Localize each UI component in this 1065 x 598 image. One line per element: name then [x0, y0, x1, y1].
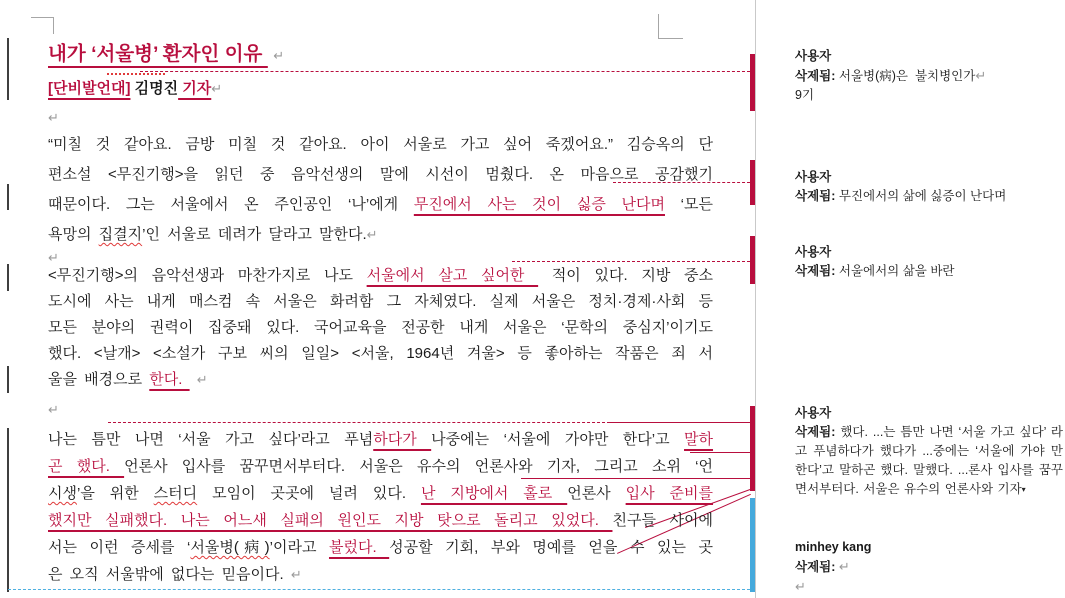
text-line[interactable] [48, 38, 713, 70]
text-run: 은 오직 서울밖에 없다는 믿음이다. [48, 566, 291, 583]
comment-text-line [795, 86, 1063, 105]
pilcrow-mark: ↵ [366, 227, 378, 242]
text-line[interactable] [48, 106, 713, 130]
text-run: 언론사 입사를 꿈꾸면서부터다. 서울은 유수의 언론사와 기자, 그리고 소위 ‘언 [124, 458, 713, 475]
comment-author: 사용자 [795, 406, 832, 420]
text-run: 모든 분야의 권력이 집중돼 있다. 국어교육을 전공한 내게 서울은 ‘문학의 중심지’이기도 [48, 319, 713, 336]
text-line[interactable] [48, 534, 713, 561]
text-line[interactable] [48, 190, 713, 220]
text-run: 김명진 [134, 80, 179, 97]
comment-text-line [795, 423, 1063, 499]
text-run: 내가 ‘서울병’ 환자인 이유 [48, 43, 268, 65]
deletion-anchor-dots [107, 73, 165, 75]
comment-text-line [795, 66, 1063, 86]
text-run: 편소설 <무진기행>을 읽던 중 음악선생의 말에 시선이 멈췄다. 온 마음으로 공감했기 [48, 166, 713, 183]
text-line[interactable] [48, 130, 713, 160]
text-boundary-mark-top-left [31, 17, 54, 34]
text-run: 때문이다. 그는 서울에서 온 주인공인 ‘나’에게 [48, 196, 414, 213]
pilcrow-mark: ↵ [975, 68, 987, 83]
change-bar [7, 366, 9, 393]
text-run: 도시에 사는 내게 매스컴 속 서울은 화려함 그 자체였다. 실제 서울은 정치·경제·사회 등 [48, 293, 713, 310]
paragraph[interactable] [48, 263, 713, 393]
text-run: ’인 서울로 데려가 달라고 말한다. [142, 226, 367, 243]
text-run: 서는 이런 증세를 ‘ [48, 539, 191, 556]
text-run: ‘모든 [664, 196, 713, 213]
comment-author: minhey kang [795, 540, 872, 554]
inserted-text-run: 입사 준비를 [625, 485, 714, 502]
text-run: 모임이 곳곳에 널려 있다. [197, 485, 421, 502]
comment-text-line [795, 262, 1063, 281]
text-run: 집결지 [98, 226, 143, 243]
pilcrow-mark: ↵ [48, 250, 59, 265]
comment-anchor-bar [750, 160, 755, 205]
text-run: 했다. ...는 틈만 나면 ‘서울 가고 싶다’ 라고 푸념하다가 했다가 ...중에는 ‘서울에 가야 만 한다’고 말하곤 했다. 말했다. ...론사 입사를 꿈꾸면서부터다. 서울은 유수의 언론사와 기자 [795, 425, 1063, 496]
change-bar [7, 184, 9, 210]
comment-balloon[interactable] [795, 404, 1063, 499]
paragraph[interactable] [48, 130, 713, 250]
comment-author: 사용자 [795, 170, 832, 184]
comment-author: 사용자 [795, 49, 832, 63]
text-run: 나는 틈만 나면 ‘서울 가고 싶다’라고 푸념 [48, 431, 374, 448]
pilcrow-mark: ↵ [795, 579, 806, 594]
inserted-text-run: 하다가 [373, 431, 432, 448]
text-run: 적이 있다. 지방 중소 [538, 267, 713, 284]
text-run: 시생 [48, 485, 77, 502]
deleted-paragraph-dashed-line [8, 589, 750, 590]
text-run: 친구들 사이에 [612, 512, 714, 529]
text-line[interactable] [48, 367, 713, 393]
text-run: ▾ [1021, 485, 1026, 494]
comment-balloon[interactable] [795, 168, 1063, 206]
text-run: 삭제됨: [795, 69, 839, 83]
comment-text-line [795, 577, 1063, 597]
change-bar [7, 264, 9, 291]
comment-text-line [795, 557, 1063, 577]
text-run: 삭제됨: [795, 560, 839, 574]
comment-anchor-bar [750, 406, 755, 491]
text-line[interactable] [48, 426, 713, 453]
pilcrow-mark: ↵ [838, 559, 850, 574]
text-run: 스터디 [153, 485, 198, 502]
byline[interactable] [48, 77, 713, 101]
text-boundary-mark-top-right [658, 14, 683, 39]
connector-line [610, 422, 750, 423]
text-line[interactable] [48, 263, 713, 289]
pilcrow-mark: ↵ [273, 48, 285, 63]
text-run: 서울병(病)은 불치병인가 [838, 69, 976, 83]
pilcrow-mark: ↵ [290, 567, 302, 582]
inserted-text-run: 했지만 실패했다. 나는 어느새 실패의 원인도 지방 탓으로 돌리고 있었다. [48, 512, 613, 529]
markup-area-separator-line [755, 0, 756, 598]
inserted-text-run: 곤 했다. [48, 458, 125, 475]
inserted-text-run: 말하 [684, 431, 714, 448]
article-title[interactable] [48, 38, 713, 70]
pilcrow-mark: ↵ [48, 110, 59, 125]
text-line[interactable] [48, 561, 713, 588]
text-run: <무진기행>의 음악선생과 마찬가지로 나도 [48, 267, 367, 284]
text-line[interactable] [48, 453, 713, 480]
comment-anchor-bar-blue [750, 498, 755, 592]
text-line[interactable] [48, 480, 713, 507]
text-run: 삭제됨: [795, 264, 839, 278]
comment-balloon[interactable] [795, 243, 1063, 281]
change-bar [7, 428, 9, 592]
text-run [190, 371, 197, 388]
text-run: 서울에서의 삶을 바란 [838, 264, 955, 278]
inserted-text-run: 한다. [149, 371, 190, 388]
text-line[interactable] [48, 341, 713, 367]
text-run: 서울병(病) [190, 539, 270, 556]
comment-author: 사용자 [795, 245, 832, 259]
inserted-text-run: 무진에서 사는 것이 싫증 난다며 [413, 196, 665, 213]
text-line[interactable] [48, 315, 713, 341]
text-line[interactable] [48, 77, 713, 101]
text-line[interactable] [48, 160, 713, 190]
text-run: 했다. <날개> <소설가 구보 씨의 일일> <서울, 1964년 겨울> 등 좋아하는 작품은 죄 서 [48, 345, 713, 362]
text-run: 언론사 [567, 485, 626, 502]
paragraph[interactable] [48, 398, 713, 422]
inserted-text-run: [단비발언대] [48, 80, 131, 97]
text-run: 욕망의 [48, 226, 99, 243]
comment-balloon[interactable] [795, 538, 1063, 597]
pilcrow-mark: ↵ [48, 402, 59, 417]
inserted-text-run: 난 지방에서 홀로 [420, 485, 568, 502]
pilcrow-mark: ↵ [211, 81, 223, 96]
inserted-text-run: 불렀다. [328, 539, 390, 556]
paragraph[interactable] [48, 426, 713, 588]
paragraph[interactable] [48, 106, 713, 130]
text-line[interactable] [48, 507, 713, 534]
text-run: ’이라고 [269, 539, 329, 556]
text-run: 삭제됨: [795, 189, 839, 203]
text-run: 무진에서의 삶에 싫증이 난다며 [838, 189, 1007, 203]
comment-anchor-bar [750, 54, 755, 111]
pilcrow-mark: ↵ [196, 372, 208, 387]
connector-line [108, 422, 610, 423]
text-line[interactable] [48, 289, 713, 315]
text-run: 9기 [795, 88, 815, 102]
text-run: 성공할 기회, 부와 명예를 얻을 수 있는 곳 [389, 539, 713, 556]
text-run: ’을 위한 [76, 485, 154, 502]
change-bar [7, 38, 9, 100]
text-run: “미칠 것 같아요. 금방 미칠 것 같아요. 아이 서울로 가고 싶어 죽겠어요.” 김승옥의 단 [48, 136, 713, 153]
text-line[interactable] [48, 398, 713, 422]
text-run: 울을 배경으로 [48, 371, 150, 388]
connector-line [140, 71, 750, 72]
text-run: 삭제됨: [795, 425, 841, 439]
comment-text-line [795, 187, 1063, 206]
inserted-text-run: 서울에서 살고 싶어한 [366, 267, 539, 284]
comment-anchor-bar [750, 236, 755, 284]
comment-balloon[interactable] [795, 47, 1063, 105]
inserted-text-run: 기자 [178, 80, 212, 97]
text-run: 나중에는 ‘서울에 가야만 한다’고 [431, 431, 685, 448]
